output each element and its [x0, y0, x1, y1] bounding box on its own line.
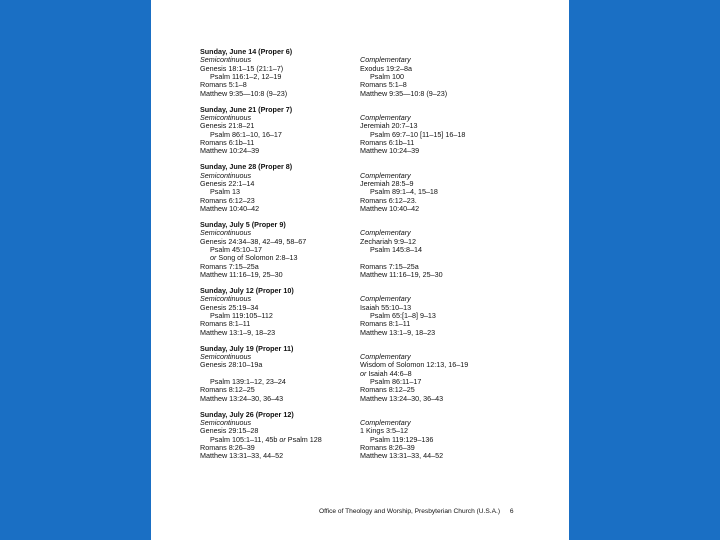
reading-line: Romans 6:1b–11: [200, 138, 255, 148]
sunday-section: [200, 287, 560, 337]
reading-line: Genesis 21:8–21: [200, 121, 255, 131]
reading-line: Matthew 13:1–9, 18–23: [360, 327, 436, 337]
track-label: Semicontinuous: [200, 113, 252, 122]
reading-line: 1 Kings 3:5–12: [360, 426, 408, 436]
reading-line: Romans 6:12–23.: [360, 195, 417, 205]
alternate-reading-line: or Isaiah 44:6–8: [360, 368, 412, 378]
semicontinuous-column: [200, 172, 360, 214]
psalm-line: Psalm 139:1–12, 23–24: [210, 377, 286, 386]
reading-columns: [200, 114, 560, 156]
reading-line: Matthew 13:24–30, 36–43: [200, 393, 284, 403]
reading-line: Romans 7:15–25a: [360, 261, 419, 271]
psalm-line: Psalm 116:1–2, 12–19: [210, 72, 282, 82]
page-number: 6: [509, 508, 514, 515]
semicontinuous-column: [200, 353, 360, 403]
reading-line: Matthew 10:40–42: [360, 204, 420, 214]
complementary-column: [360, 56, 560, 98]
reading-line: Genesis 22:1–14: [200, 179, 255, 188]
reading-columns: [200, 56, 560, 98]
reading-line: Matthew 10:24–39: [360, 146, 420, 156]
reading-columns: [200, 229, 560, 279]
reading-line: Matthew 13:31–33, 44–52: [200, 451, 284, 461]
reading-line: Matthew 10:40–42: [200, 204, 260, 214]
alternate-reading-line: or Song of Solomon 2:8–13: [210, 253, 298, 263]
sunday-section: [200, 221, 560, 279]
sunday-heading: Sunday, July 5 (Proper 9): [200, 219, 286, 229]
reading-columns: [200, 419, 560, 461]
reading-line: Genesis 28:10–19a: [200, 360, 263, 370]
sunday-heading: Sunday, July 12 (Proper 10): [200, 285, 294, 295]
sunday-heading: Sunday, July 26 (Proper 12): [200, 409, 294, 419]
semicontinuous-column: [200, 419, 360, 461]
reading-line: Jeremiah 28:5–9: [360, 179, 414, 188]
sunday-heading: Sunday, June 28 (Proper 8): [200, 162, 293, 172]
reading-line: Romans 8:1–11: [200, 319, 251, 329]
semicontinuous-column: [200, 56, 360, 98]
complementary-column: [360, 229, 560, 279]
semicontinuous-column: [200, 114, 360, 156]
complementary-column: [360, 295, 560, 337]
track-label: Complementary: [360, 417, 411, 427]
reading-line: Romans 8:1–11: [360, 319, 411, 329]
reading-line: Romans 5:1–8: [360, 80, 407, 90]
complementary-column: [360, 419, 560, 461]
reading-line: Matthew 9:35—10:8 (9–23): [360, 88, 448, 98]
sunday-section: [200, 163, 560, 213]
reading-line: Matthew 9:35—10:8 (9–23): [200, 88, 288, 98]
psalm-line: Psalm 119:129–136: [370, 434, 434, 444]
reading-line: Zechariah 9:9–12: [360, 236, 416, 246]
track-label: Complementary: [360, 351, 411, 361]
psalm-line: Psalm 13: [210, 187, 240, 197]
reading-line: Matthew 13:31–33, 44–52: [360, 451, 444, 461]
reading-line: Romans 6:12–23: [200, 195, 255, 205]
complementary-column: [360, 353, 560, 403]
reading-line: Matthew 11:16–19, 25–30: [360, 270, 443, 280]
reading-line: Matthew 13:24–30, 36–43: [360, 393, 444, 403]
psalm-line: Psalm 105:1–11, 45b or Psalm 128: [210, 434, 322, 444]
semicontinuous-column: [200, 295, 360, 337]
track-label: Semicontinuous: [200, 55, 252, 65]
psalm-line: Psalm 145:8–14: [370, 245, 422, 254]
reading-line: Romans 7:15–25a: [200, 261, 259, 271]
sunday-heading: Sunday, June 21 (Proper 7): [200, 104, 293, 114]
sunday-section: [200, 48, 560, 98]
reading-line: Wisdom of Solomon 12:13, 16–19: [360, 360, 469, 370]
sunday-section: [200, 106, 560, 156]
footer-text: Office of Theology and Worship, Presbyterian Church (U.S.A.): [319, 508, 501, 515]
reading-columns: [200, 295, 560, 337]
sunday-section: [200, 345, 560, 403]
reading-line: Romans 8:26–39: [360, 443, 415, 452]
reading-line: Matthew 10:24–39: [200, 146, 260, 156]
document-page: [151, 0, 569, 540]
reading-line: Matthew 13:1–9, 18–23: [200, 327, 276, 337]
psalm-line: Psalm 45:10–17: [210, 245, 262, 254]
track-label: Semicontinuous: [200, 228, 252, 238]
track-label: Semicontinuous: [200, 417, 252, 427]
track-label: Semicontinuous: [200, 294, 252, 304]
reading-line: Jeremiah 20:7–13: [360, 121, 418, 131]
reading-line: Genesis 29:15–28: [200, 426, 259, 436]
reading-columns: [200, 172, 560, 214]
reading-line: Genesis 24:34–38, 42–49, 58–67: [200, 236, 307, 246]
psalm-line: Psalm 65:[1–8] 9–13: [370, 311, 436, 320]
track-label: Complementary: [360, 113, 411, 122]
semicontinuous-column: [200, 229, 360, 279]
reading-columns: [200, 353, 560, 403]
psalm-line: Psalm 86:11–17: [370, 377, 422, 386]
page-footer: [319, 508, 514, 515]
psalm-line: Psalm 119:105–112: [210, 311, 273, 320]
reading-line: Romans 6:1b–11: [360, 138, 415, 148]
reading-line: Genesis 18:1–15 (21:1–7): [200, 63, 284, 73]
lectionary-listing: [200, 48, 560, 468]
psalm-line: Psalm 100: [370, 72, 404, 82]
reading-line: Romans 8:26–39: [200, 443, 255, 452]
reading-line: Romans 8:12–25: [200, 385, 255, 395]
reading-line: Genesis 25:19–34: [200, 302, 259, 312]
track-label: Semicontinuous: [200, 351, 252, 361]
track-label: Semicontinuous: [200, 170, 252, 180]
sunday-heading: Sunday, June 14 (Proper 6): [200, 47, 293, 56]
psalm-line: Psalm 69:7–10 [11–15] 16–18: [370, 129, 466, 139]
reading-line: Isaiah 55:10–13: [360, 302, 412, 312]
track-label: Complementary: [360, 294, 411, 304]
reading-line: Matthew 11:16–19, 25–30: [200, 270, 283, 280]
psalm-line: Psalm 89:1–4, 15–18: [370, 187, 438, 197]
psalm-line: Psalm 86:1–10, 16–17: [210, 129, 282, 139]
sunday-section: [200, 411, 560, 461]
reading-line: Romans 8:12–25: [360, 385, 415, 395]
track-label: Complementary: [360, 55, 411, 65]
complementary-column: [360, 114, 560, 156]
reading-line: Exodus 19:2–8a: [360, 63, 412, 73]
track-label: Complementary: [360, 228, 411, 238]
reading-line: Romans 5:1–8: [200, 80, 247, 90]
track-label: Complementary: [360, 170, 411, 180]
sunday-heading: Sunday, July 19 (Proper 11): [200, 343, 294, 353]
complementary-column: [360, 172, 560, 214]
